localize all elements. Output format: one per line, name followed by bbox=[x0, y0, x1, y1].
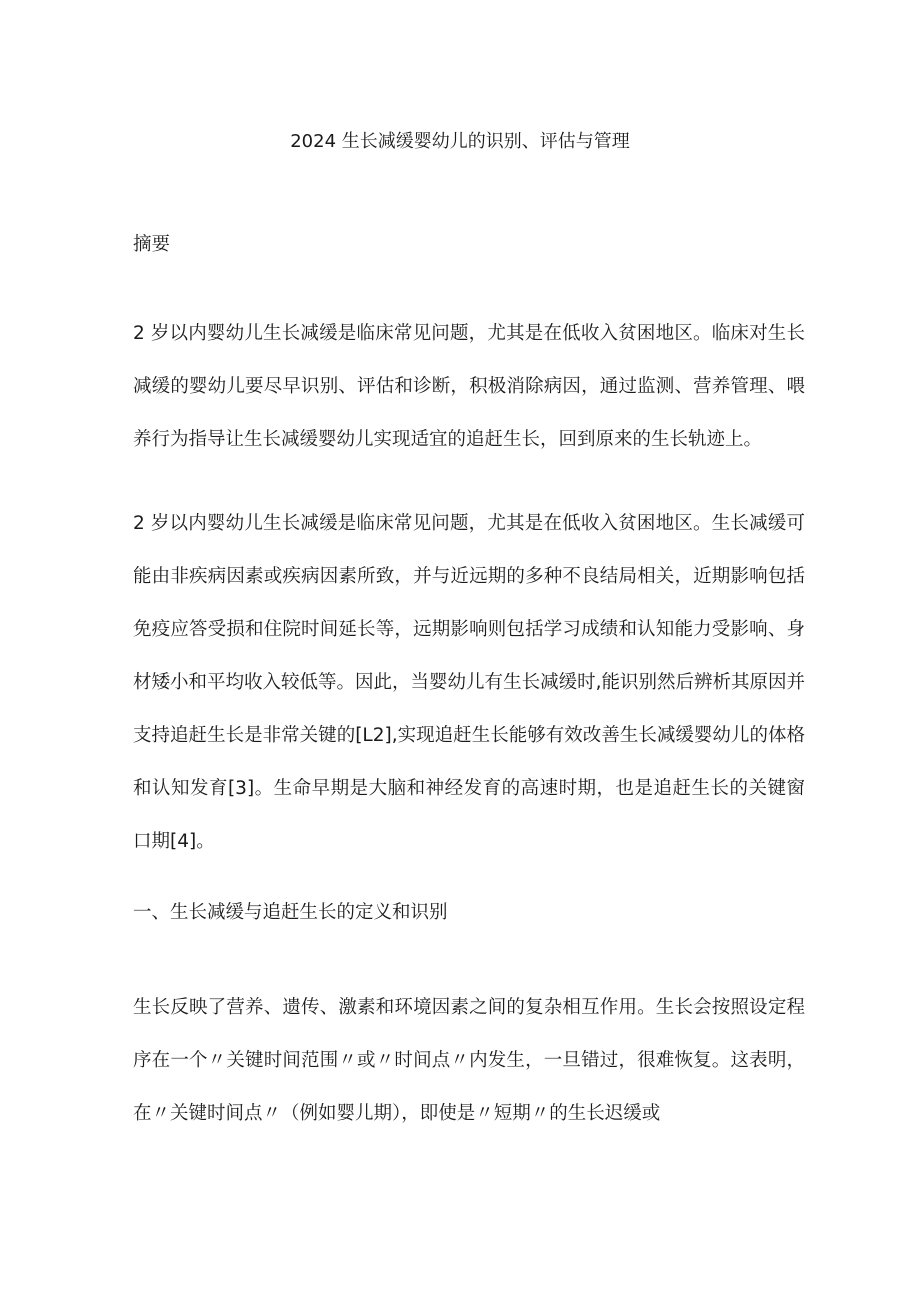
abstract-label: 摘要 bbox=[133, 234, 171, 255]
abstract-paragraph: 2 岁以内婴幼儿生长减缓是临床常见问题，尤其是在低收入贫困地区。临床对生长减缓的婴幼儿要尽早识别、评估和诊断，积极消除病因，通过监测、营养管理、喂养行为指导让生长减缓婴幼儿实现适宜的追赶生长，回到原来的生长轨迹上。 bbox=[133, 323, 805, 450]
intro-paragraph: 2 岁以内婴幼儿生长减缓是临床常见问题，尤其是在低收入贫困地区。生长减缓可能由非疾病因素或疾病因素所致，并与近远期的多种不良结局相关，近期影响包括免疫应答受损和住院时间延长等，远期影响则包括学习成绩和认知能力受影响、身材矮小和平均收入较低等。因此，当婴幼儿有生长减缓时,能识别然后辨析其原因并支持追赶生长是非常关键的[L2],实现追赶生长能够有效改善生长减缓婴幼儿的体格和认知发育[3]。生命早期是大脑和神经发育的高速时期，也是追赶生长的关键窗口期[4]。 bbox=[133, 513, 805, 852]
document-title: 2024 生长减缓婴幼儿的识别、评估与管理 bbox=[290, 131, 630, 152]
section-paragraph: 生长反映了营养、遗传、激素和环境因素之间的复杂相互作用。生长会按照设定程序在一个〃关键时间范围〃或〃时间点〃内发生，一旦错过，很难恢复。这表明，在〃关键时间点〃（例如婴儿期），即使是〃短期〃的生长迟缓或 bbox=[133, 997, 805, 1124]
section-heading: 一、生长减缓与追赶生长的定义和识别 bbox=[133, 902, 448, 923]
